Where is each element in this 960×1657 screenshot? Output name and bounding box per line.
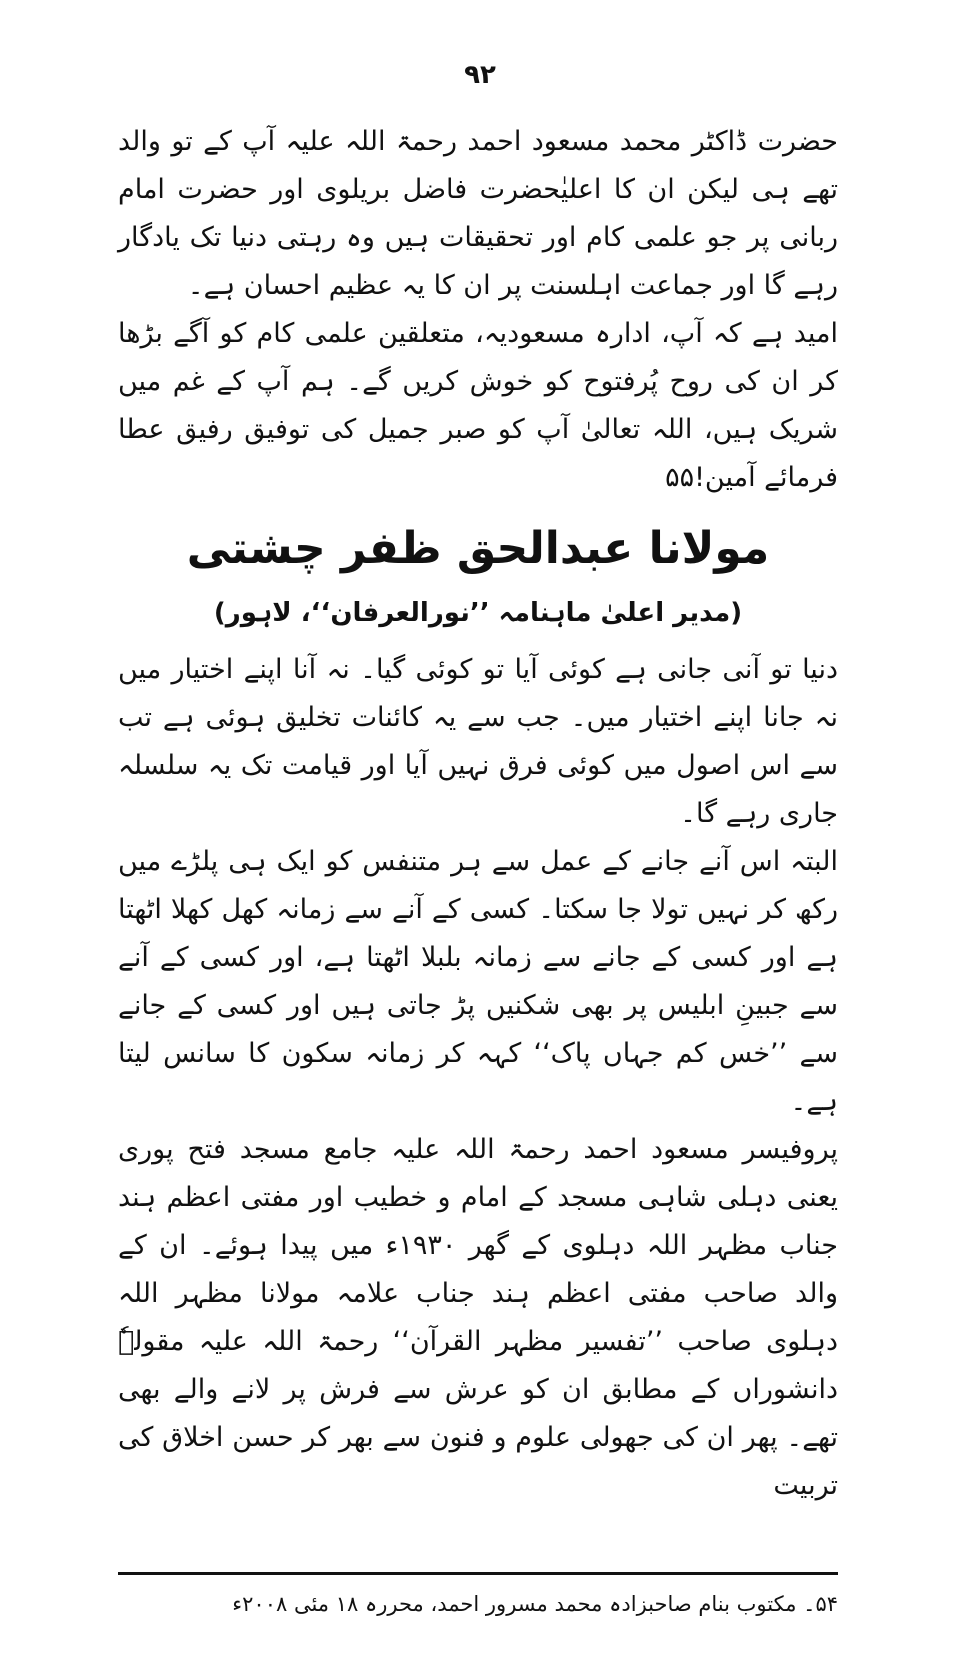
section-subheading: (مدیر اعلیٰ ماہنامہ ’’نورالعرفان‘‘، لاہور): [213, 598, 743, 628]
paragraph-condolence-2: امید ہے کہ آپ، ادارہ مسعودیہ، متعلقین علمی کام کو آگے بڑھا کر ان کی روح پُرفتوح کو خوش کریں گے۔ ہم آپ کے غم میں شریک ہیں، اللہ تعالیٰ آپ کو صبر جمیل کی توفیق رفیق عطا فرمائے آمین!۵۵: [118, 318, 838, 493]
paragraph-section-3: پروفیسر مسعود احمد رحمۃ اللہ علیہ جامع مسجد فتح پوری یعنی دہلی شاہی مسجد کے امام و خطیب اور مفتی اعظم ہند جناب مظہر اللہ دہلوی کے گھر ۱۹۳۰ء میں پیدا ہوئے۔ ان کے والد صاحب مفتی اعظم ہند جناب علامہ مولانا مظہر اللہ دہلوی صاحب ’’تفسیر مظہر القرآن‘‘ رحمۃ اللہ علیہ مقولہٗ دانشوراں کے مطابق ان کو عرش سے فرش پر لانے والے بھی تھے۔ پھر ان کی جھولی علوم و فنون سے بھر کر حسن اخلاق کی تربیت: [118, 1134, 838, 1501]
footnote-divider: [118, 1572, 838, 1575]
page-number: ۹۲: [464, 60, 496, 90]
footnote: ۵۴۔ مکتوب بنام صاحبزادہ محمد مسرور احمد، محررہ ۱۸ مئی ۲۰۰۸ء: [232, 1592, 838, 1616]
body-text: [118, 118, 838, 1510]
section-heading: مولانا عبدالحق ظفر چشتی: [186, 523, 770, 574]
paragraph-section-2: البتہ اس آنے جانے کے عمل سے ہر متنفس کو ایک ہی پلڑے میں رکھ کر نہیں تولا جا سکتا۔ کسی کے آنے سے زمانہ کھل کھلا اٹھتا ہے اور کسی کے جانے سے زمانہ بلبلا اٹھتا ہے، اور کسی کے آنے سے جبینِ ابلیس پر بھی شکنیں پڑ جاتی ہیں اور کسی کے جانے سے ’’خس کم جہاں پاک‘‘ کہہ کر زمانہ سکون کا سانس لیتا ہے۔: [118, 846, 838, 1117]
paragraph-condolence-1: حضرت ڈاکٹر محمد مسعود احمد رحمۃ اللہ علیہ آپ کے تو والد تھے ہی لیکن ان کا اعلیٰحضرت فاضل بریلوی اور حضرت امام ربانی پر جو علمی کام اور تحقیقات ہیں وہ رہتی دنیا تک یادگار رہے گا اور جماعت اہلسنت پر ان کا یہ عظیم احسان ہے۔: [118, 126, 838, 301]
paragraph-section-1: دنیا تو آنی جانی ہے کوئی آیا تو کوئی گیا۔ نہ آنا اپنے اختیار میں نہ جانا اپنے اختیار میں۔ جب سے یہ کائنات تخلیق ہوئی ہے تب سے اس اصول میں کوئی فرق نہیں آیا اور قیامت تک یہ سلسلہ جاری رہے گا۔: [118, 654, 838, 829]
